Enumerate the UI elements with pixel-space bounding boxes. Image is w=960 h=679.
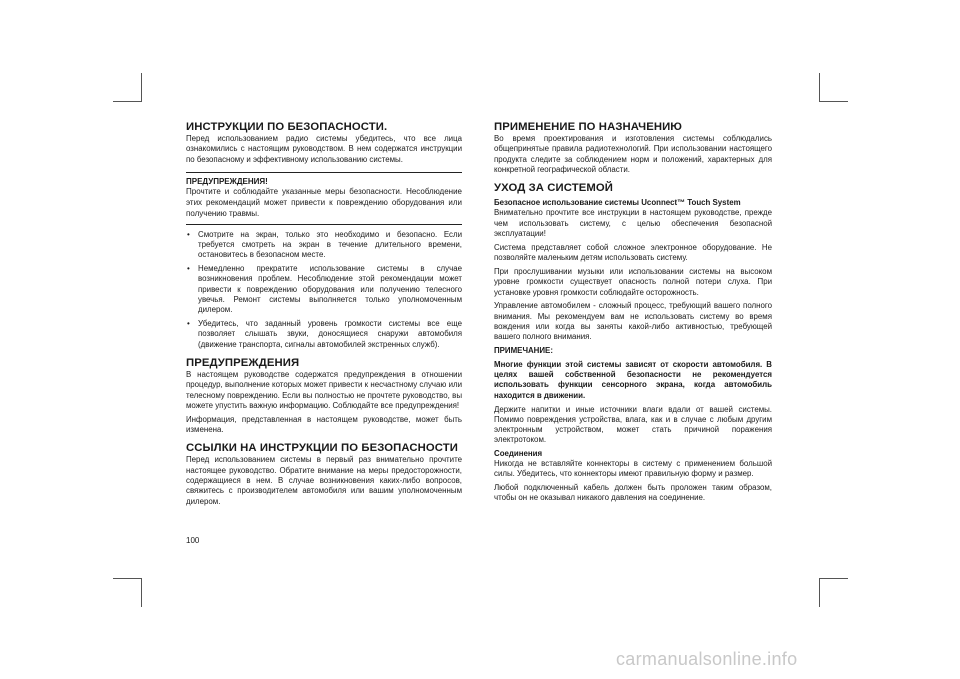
crop-mark <box>141 73 142 102</box>
note-title: ПРИМЕЧАНИЕ: <box>494 346 553 356</box>
intended-use-paragraph: Во время проектирования и изготовления системы соблюдались общепринятые правила радиотехнологий. При использовании настоящего продукта следите за соблюдением норм и положений, характерных для конкретной географической области. <box>494 134 772 174</box>
crop-mark <box>819 578 848 579</box>
care-paragraph-3: При прослушивании музыки или использовании системы на высоком уровне громкости существует опасность полной потери слуха. При установке уровня громкости соблюдайте осторожность. <box>494 266 772 297</box>
note-text: Многие функции этой системы зависят от скорости автомобиля. В целях вашей собственной безопасности не рекомендуется использовать функции сенсорного экрана, когда автомобиль находится в движении. <box>494 359 772 400</box>
crop-mark <box>113 101 142 102</box>
crop-mark <box>141 578 142 607</box>
right-column <box>494 121 772 504</box>
warnings-paragraph: В настоящем руководстве содержатся предупреждения в отношении процедур, выполнение которых может привести к несчастному случаю или телесному повреждению. Если вы полностью не прочтете руководство, вы можете упустить важную информацию. Соблюдайте все предупреждения! <box>186 370 462 410</box>
crop-mark <box>819 101 848 102</box>
care-paragraph-1: Внимательно прочтите все инструкции в настоящем руководстве, прежде чем использовать систему, с целью обеспечения безопасной эксплуатации! <box>494 208 772 239</box>
connections-paragraph-1: Никогда не вставляйте коннекторы в систему с применением большой силы. Убедитесь, что коннекторы имеют правильную форму и размер. <box>494 459 772 479</box>
warning-text: Прочтите и соблюдайте указанные меры безопасности. Несоблюдение этих рекомендаций может привести к повреждению оборудования или получению травмы. <box>186 187 462 218</box>
list-item-text: Смотрите на экран, только это необходимо и безопасно. Если требуется смотреть на экран в течение длительного времени, остановитесь в безопасном месте. <box>198 229 462 260</box>
page-number: 100 <box>186 536 200 545</box>
intro-paragraph: Перед использованием радио системы убедитесь, что все лица ознакомились с настоящим руководством. В нем содержатся инструкции по безопасному и эффективному использованию системы. <box>186 134 462 164</box>
crop-mark <box>819 578 820 607</box>
list-item <box>186 264 462 315</box>
warning-title: ПРЕДУПРЕЖДЕНИЯ! <box>186 176 268 186</box>
list-item <box>186 319 462 350</box>
watermark: carmanualsonline.info <box>616 649 798 669</box>
references-heading: ССЫЛКИ НА ИНСТРУКЦИИ ПО БЕЗОПАСНОСТИ <box>186 442 458 455</box>
bullet-icon: • <box>187 229 190 239</box>
safe-use-subheading: Безопасное использование системы Uconnect™ Touch System <box>494 198 741 208</box>
warning-box <box>186 172 462 225</box>
crop-mark <box>113 578 142 579</box>
bullet-icon: • <box>187 264 190 274</box>
system-care-heading: УХОД ЗА СИСТЕМОЙ <box>494 182 613 195</box>
info-change-paragraph: Информация, представленная в настоящем руководстве, может быть изменена. <box>186 414 462 435</box>
care-paragraph-5: Держите напитки и иные источники влаги вдали от вашей системы. Помимо повреждения устройства, влага, как и в случае с любым другим электронным устройством, может стать причиной поражения электротоком. <box>494 404 772 445</box>
connections-subheading: Соединения <box>494 448 543 458</box>
intended-use-heading: ПРИМЕНЕНИЕ ПО НАЗНАЧЕНИЮ <box>494 121 683 133</box>
warnings-heading: ПРЕДУПРЕЖДЕНИЯ <box>186 357 300 370</box>
bullet-icon: • <box>187 319 190 329</box>
list-item-text: Убедитесь, что заданный уровень громкости системы все еще позволяет слышать звуки, доносящиеся снаружи автомобиля (движение транспорта, сигналы автомобилей экстренных служб). <box>198 319 462 349</box>
connections-paragraph-2: Любой подключенный кабель должен быть проложен таким образом, чтобы он не оказывал никакого давления на соединение. <box>494 483 772 503</box>
crop-mark <box>819 73 820 102</box>
left-column <box>186 121 462 507</box>
safety-instructions-heading: ИНСТРУКЦИИ ПО БЕЗОПАСНОСТИ. <box>186 121 388 133</box>
care-paragraph-2: Система представляет собой сложное электронное оборудование. Не позволяйте маленьким детям использовать систему. <box>494 242 772 263</box>
safety-bullet-list <box>186 230 462 350</box>
care-paragraph-4: Управление автомобилем - сложный процесс, требующий вашего полного внимания. Мы рекомендуем вам не использовать систему во время вождения или когда вы заняты какой-либо активностью, требующей вашего полного внимания. <box>494 301 772 342</box>
references-paragraph: Перед использованием системы в первый раз внимательно прочтите настоящее руководство. Обратите внимание на меры предосторожности, содержащиеся в нем. В случае возникновения каких-либо вопросов, свяжитесь с производителем автомобиля или вашим уполномоченным дилером. <box>186 455 462 506</box>
list-item-text: Немедленно прекратите использование системы в случае возникновения проблем. Несоблюдение этой рекомендации может привести к повреждению оборудования или получению телесного увечья. Ремонт системы выполняется только уполномоченным дилером. <box>198 264 462 315</box>
list-item <box>186 230 462 261</box>
